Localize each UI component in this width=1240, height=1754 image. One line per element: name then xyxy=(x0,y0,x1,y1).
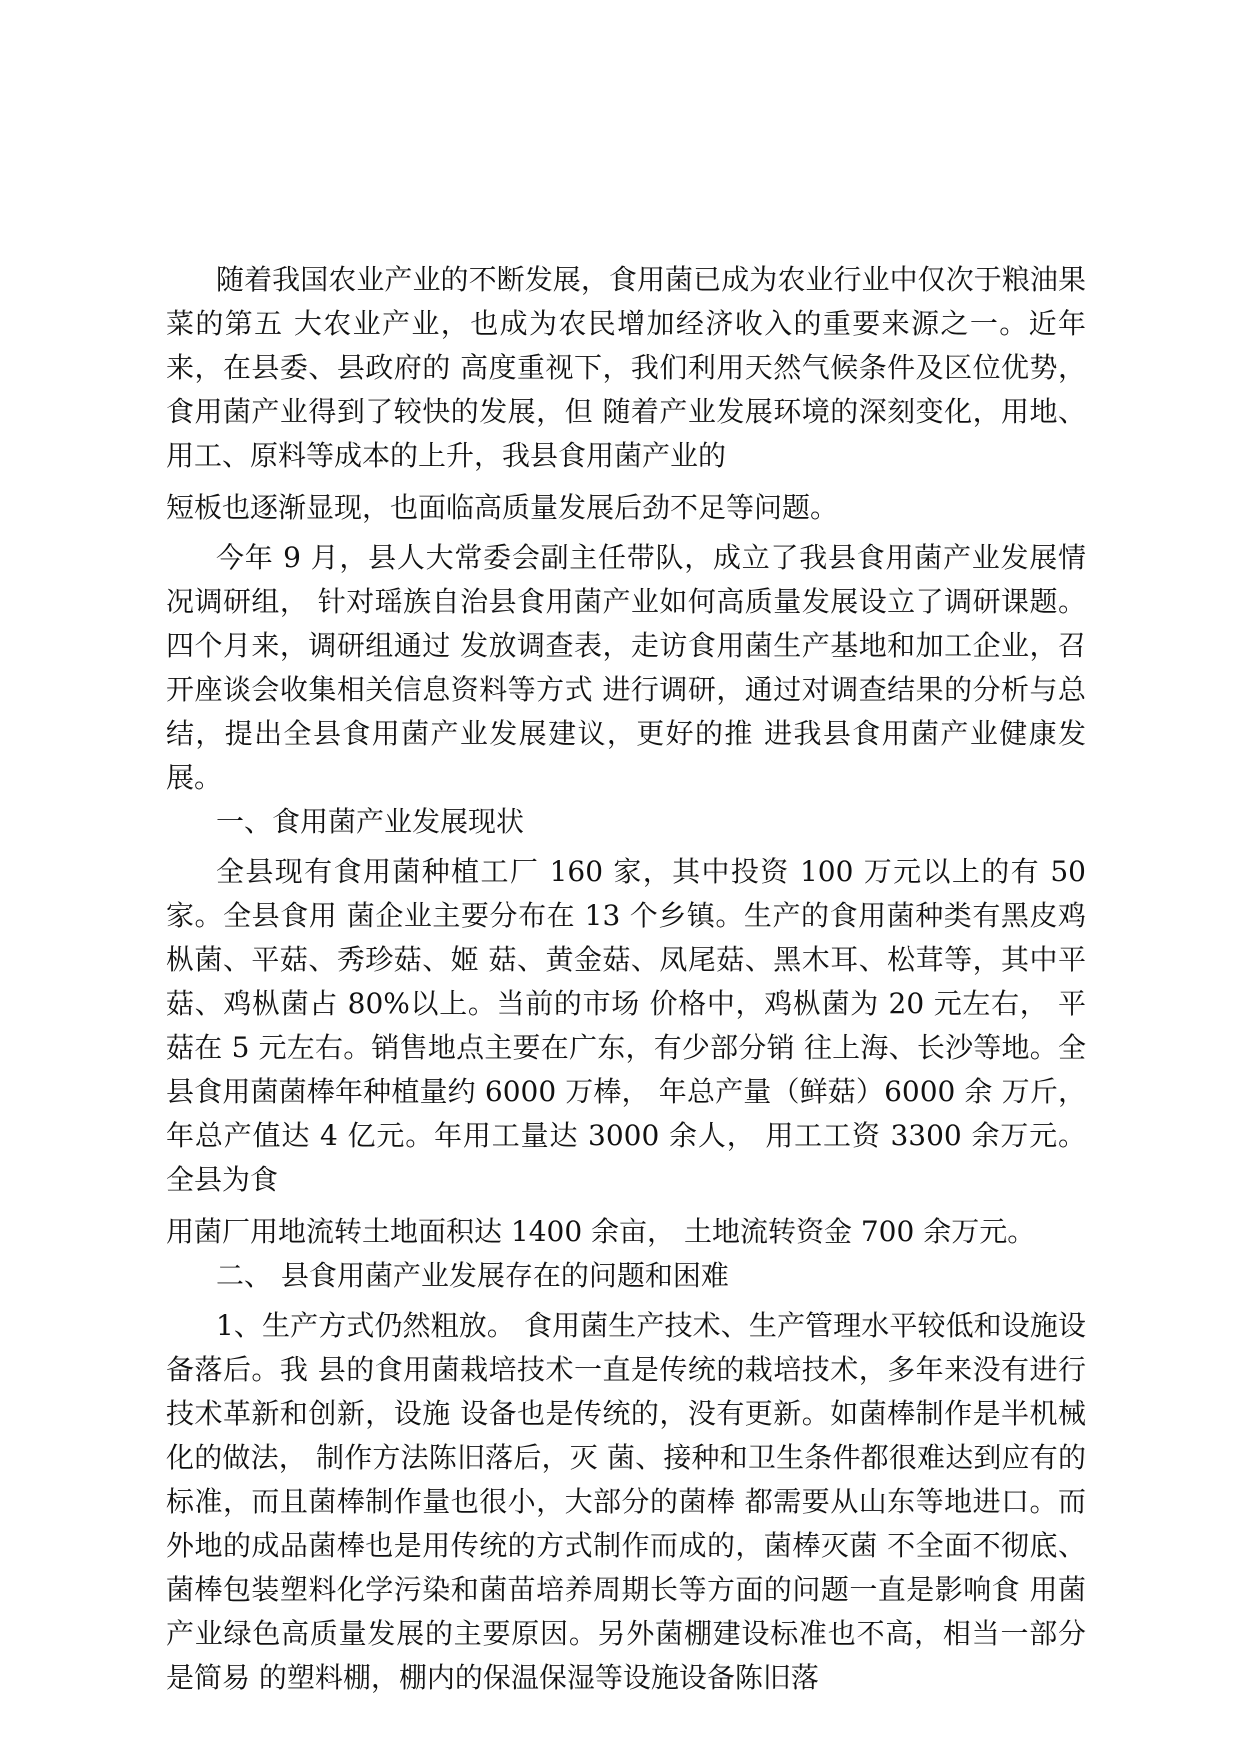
document-body xyxy=(166,258,1086,1700)
paragraph-current-status: 全县现有食用菌种植工厂 160 家，其中投资 100 万元以上的有 50 家。全县食用 菌企业主要分布在 13 个乡镇。生产的食用菌种类有黑皮鸡枞菌、平菇、秀珍菇、姬 菇、黄金菇、凤尾菇、黑木耳、松茸等，其中平菇、鸡枞菌占 80%以上。当前的市场 价格中，鸡枞菌为 20 元左右， 平菇在 5 元左右。销售地点主要在广东，有少部分销 往上海、长沙等地。全县食用菌菌棒年种植量约 6000 万棒， 年总产量（鲜菇）6000 余 万斤， 年总产值达 4 亿元。年用工量达 3000 余人， 用工工资 3300 余万元。全县为食 xyxy=(166,855,1086,1196)
paragraph-intro-continuation: 短板也逐渐显现，也面临高质量发展后劲不足等问题。 xyxy=(166,491,839,524)
section-heading-2: 二、 县食用菌产业发展存在的问题和困难 xyxy=(216,1259,729,1292)
paragraph-research-group: 今年 9 月，县人大常委会副主任带队，成立了我县食用菌产业发展情况调研组， 针对瑶族自治县食用菌产业如何高质量发展设立了调研课题。四个月来，调研组通过 发放调查表，走访食用菌生产基地和加工企业，召开座谈会收集相关信息资料等方式 进行调研，通过对调查结果的分析与总结，提出全县食用菌产业发展建议，更好的推 进我县食用菌产业健康发展。 xyxy=(166,541,1086,794)
section-heading-1: 一、食用菌产业发展现状 xyxy=(216,805,525,838)
paragraph-production-methods: 1、生产方式仍然粗放。 食用菌生产技术、生产管理水平较低和设施设备落后。我 县的食用菌栽培技术一直是传统的栽培技术，多年来没有进行技术革新和创新，设施 设备也是传统的，没有更新。如菌棒制作是半机械化的做法， 制作方法陈旧落后，灭 菌、接种和卫生条件都很难达到应有的标准，而且菌棒制作量也很小，大部分的菌棒 都需要从山东等地进口。而外地的成品菌棒也是用传统的方式制作而成的，菌棒灭菌 不全面不彻底、菌棒包装塑料化学污染和菌苗培养周期长等方面的问题一直是影响食 用菌产业绿色高质量发展的主要原因。另外菌棚建设标准也不高，相当一部分是简易 的塑料棚，棚内的保温保湿等设施设备陈旧落 xyxy=(166,1309,1086,1694)
paragraph-current-status-continuation: 用菌厂用地流转土地面积达 1400 余亩， 土地流转资金 700 余万元。 xyxy=(166,1215,1036,1248)
paragraph-intro: 随着我国农业产业的不断发展，食用菌已成为农业行业中仅次于粮油果菜的第五 大农业产业，也成为农民增加经济收入的重要来源之一。近年来，在县委、县政府的 高度重视下，我们利用天然气候条件及区位优势，食用菌产业得到了较快的发展，但 随着产业发展环境的深刻变化，用地、用工、原料等成本的上升，我县食用菌产业的 xyxy=(166,263,1086,472)
